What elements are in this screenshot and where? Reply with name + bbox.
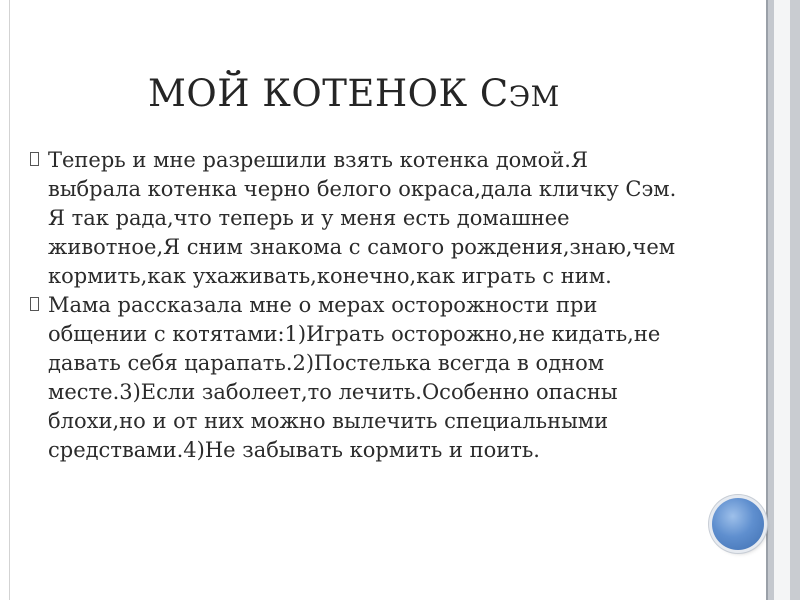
title-cap: С	[479, 72, 509, 115]
bullet-line: кормить,как ухаживать,конечно,как играть с ним.	[48, 264, 612, 288]
bullet-line: общении с котятами:1)Играть осторожно,не кидать,не	[48, 322, 661, 346]
bullet-box-icon	[30, 152, 39, 166]
bullet-line: месте.3)Если заболеет,то лечить.Особенно опасны	[48, 380, 618, 404]
bullet-line: Мама рассказала мне о мерах осторожности при	[48, 293, 598, 317]
title-main: МОЙ КОТЕНОК	[148, 72, 480, 115]
bullet-line: животное,Я сним знакома с самого рождения,знаю,чем	[48, 235, 676, 259]
bullet-box-icon	[30, 297, 39, 311]
bullet-line: Я так рада,что теперь и у меня есть домашнее	[48, 206, 570, 230]
right-decorative-band	[760, 0, 800, 600]
bullet-line: выбрала котенка черно белого окраса,дала кличку Сэм.	[48, 177, 677, 201]
bullet-list	[30, 146, 700, 465]
left-divider	[9, 0, 10, 600]
bullet-text	[48, 291, 700, 465]
bullet-line: блохи,но и от них можно вылечить специальными	[48, 409, 609, 433]
bullet-line: средствами.4)Не забывать кормить и поить.	[48, 438, 540, 462]
bullet-item	[30, 291, 700, 465]
slide-title	[148, 72, 560, 115]
bullet-line: давать себя царапать.2)Постелька всегда в одном	[48, 351, 605, 375]
bullet-text	[48, 146, 700, 291]
bullet-line: Теперь и мне разрешили взять котенка домой.Я	[48, 148, 588, 172]
slide-nav-button[interactable]	[712, 498, 764, 550]
band-stripe-outer	[790, 0, 800, 600]
bullet-item	[30, 146, 700, 291]
title-small-caps: ЭМ	[508, 80, 560, 113]
band-gap	[774, 0, 790, 600]
